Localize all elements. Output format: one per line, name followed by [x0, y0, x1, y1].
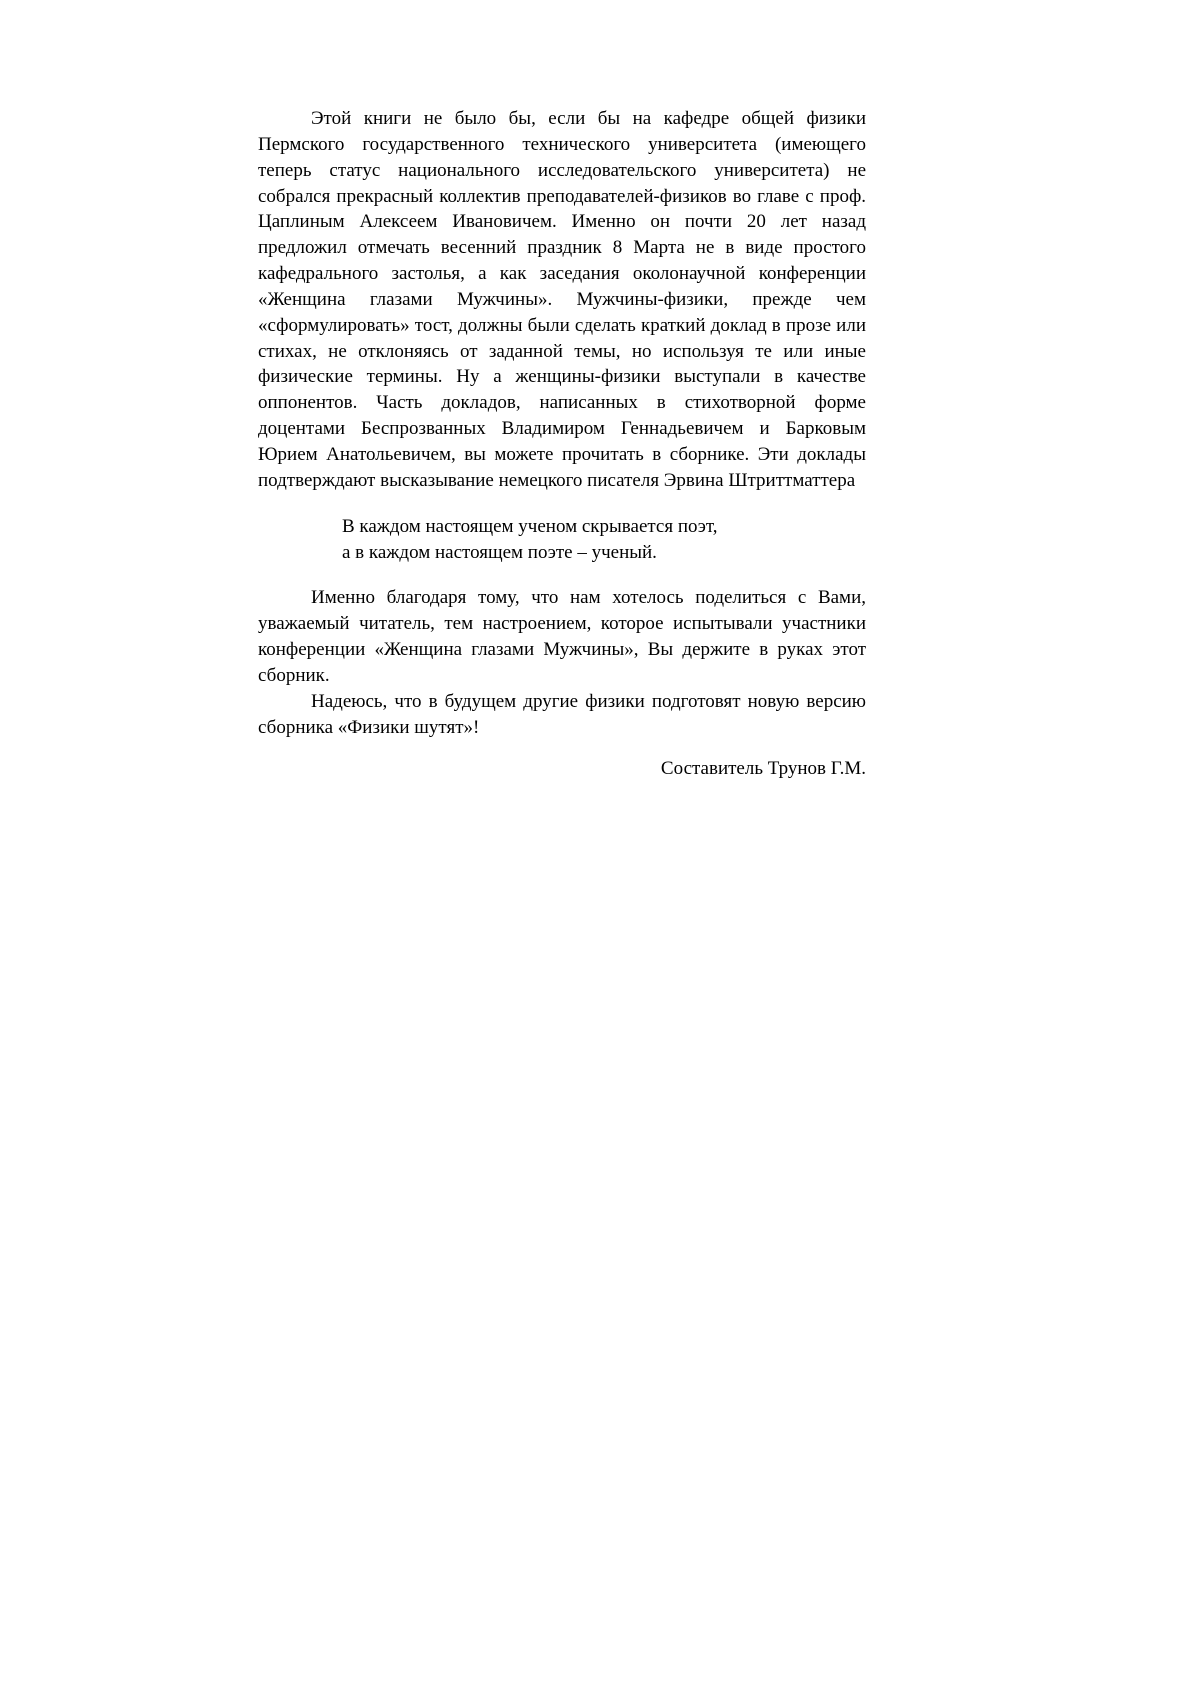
third-paragraph: Надеюсь, что в будущем другие физики подготовят новую версию сборника «Физики шутят»!: [258, 690, 866, 738]
second-paragraph: Именно благодаря тому, что нам хотелось поделиться с Вами, уважаемый читатель, тем настроением, которое испытывали участники конференции «Женщина глазами Мужчины», Вы держите в руках этот сборник.: [258, 587, 866, 686]
quote-line-1: В каждом настоящем ученом скрывается поэт,: [342, 515, 718, 537]
epigraph-quote: [258, 514, 866, 566]
preface-text: [258, 106, 866, 782]
intro-paragraph: Этой книги не было бы, если бы на кафедре общей физики Пермского государственного технического университета (имеющего теперь статус национального исследовательского университета) не собрался прекрасный коллектив преподавателей-физиков во главе с проф. Цаплиным Алексеем Ивановичем. Именно он почти 20 лет назад предложил отмечать весенний праздник 8 Марта не в виде простого кафедрального застолья, а как заседания околонаучной конференции «Женщина глазами Мужчины». Мужчины-физики, прежде чем «сформулировать» тост, должны были сделать краткий доклад в прозе или стихах, не отклоняясь от заданной темы, но используя те или иные физические термины. Ну а женщины-физики выступали в качестве оппонентов. Часть докладов, написанных в стихотворной форме доцентами Беспрозванных Владимиром Геннадьевичем и Барковым Юрием Анатольевичем, вы можете прочитать в сборнике. Эти доклады подтверждают высказывание немецкого писателя Эрвина Штриттматтера: [258, 108, 866, 491]
compiler-signature: Составитель Трунов Г.М.: [660, 758, 866, 780]
quote-line-2: а в каждом настоящем поэте – ученый.: [342, 541, 657, 563]
